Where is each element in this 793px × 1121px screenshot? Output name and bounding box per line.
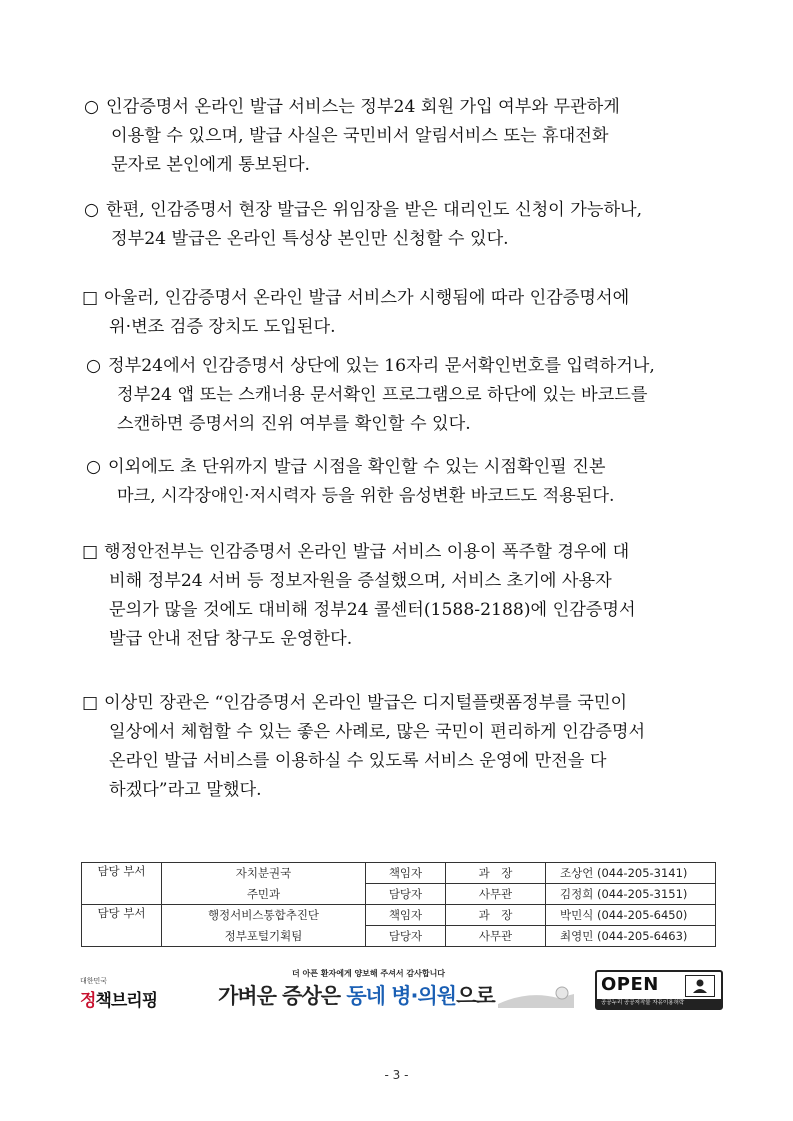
text-line: 이용할 수 있으며, 발급 사실은 국민비서 알림서비스 또는 휴대전화 — [111, 126, 609, 146]
text-line: 마크, 시각장애인·저시력자 등을 위한 음성변환 바코드도 적용된다. — [117, 486, 615, 506]
dept-cell: 자치분권국 — [162, 863, 366, 884]
text-line: 행정안전부는 인감증명서 온라인 발급 서비스 이용이 폭주할 경우에 대 — [104, 542, 630, 562]
brand-text: 책브리핑 — [95, 991, 158, 1011]
paragraph-minister-quote — [82, 689, 722, 805]
text-line: 위·변조 검증 장치도 도입된다. — [109, 317, 336, 337]
square-bullet: □ — [82, 542, 99, 562]
text-line: 비해 정부24 서버 등 정보자원을 증설했으며, 서비스 초기에 사용자 — [109, 571, 612, 591]
contact-person-cell: 김정희 (044-205-3151) — [546, 884, 716, 905]
text-line: 정부24 앱 또는 스캐너용 문서확인 프로그램으로 하단에 있는 바코드를 — [117, 385, 648, 405]
table-row — [82, 863, 716, 884]
license-strip-text: 공공누리 공공저작물 자유이용허락 — [597, 999, 721, 1008]
text-line: 아울러, 인감증명서 온라인 발급 서비스가 시행됨에 따라 인감증명서에 — [104, 288, 630, 308]
brand-small-text: 대한민국 — [80, 977, 108, 985]
circle-bullet: ○ — [84, 97, 99, 117]
page-number: - 3 - — [384, 1068, 409, 1082]
text-line: 문의가 많을 것에도 대비해 정부24 콜센터(1588-2188)에 인감증명서 — [109, 600, 636, 620]
square-bullet: □ — [82, 693, 99, 713]
dept-cell: 행정서비스통합추진단 — [162, 905, 366, 926]
role-cell: 책임자 — [366, 863, 446, 884]
text-line: 정부24 발급은 온라인 특성상 본인만 신청할 수 있다. — [111, 229, 509, 249]
text-line: 하겠다”라고 말했다. — [109, 780, 262, 800]
text-line: 스캔하면 증명서의 진위 여부를 확인할 수 있다. — [117, 414, 471, 434]
campaign-banner — [218, 968, 568, 1010]
campaign-tagline: 더 아픈 환자에게 양보해 주셔서 감사합니다 — [292, 969, 446, 978]
text-line: 한편, 인감증명서 현장 발급은 위임장을 받은 대리인도 신청이 가능하나, — [106, 200, 643, 220]
policy-briefing-logo — [80, 976, 157, 1011]
campaign-text: 가벼운 증상은 — [218, 984, 347, 1008]
dept-cell: 주민과 — [162, 884, 366, 905]
paragraph-forgery-verification — [82, 284, 722, 342]
circle-bullet: ○ — [86, 356, 101, 376]
table-row — [82, 926, 716, 947]
paragraph-online-issuance-notice — [84, 93, 724, 180]
dept-cell: 정부포털기획팀 — [162, 926, 366, 947]
paragraph-timestamp-mark — [86, 453, 726, 511]
square-bullet: □ — [82, 288, 99, 308]
brand-accent-text: 정 — [80, 991, 96, 1011]
paragraph-proxy-application — [84, 196, 724, 254]
role-cell: 책임자 — [366, 905, 446, 926]
circle-bullet: ○ — [84, 200, 99, 220]
role-cell: 담당자 — [366, 884, 446, 905]
role-cell: 담당자 — [366, 926, 446, 947]
table-row — [82, 905, 716, 926]
circle-bullet: ○ — [86, 457, 101, 477]
text-line: 발급 안내 전담 창구도 운영한다. — [109, 629, 353, 649]
text-line: 일상에서 체험할 수 있는 좋은 사례로, 많은 국민이 편리하게 인감증명서 — [109, 722, 646, 742]
title-cell: 사무관 — [446, 926, 546, 947]
table-row — [82, 884, 716, 905]
swoosh-graphic-icon — [498, 984, 574, 1008]
footer-banner — [80, 968, 720, 1010]
text-line: 온라인 발급 서비스를 이용하실 수 있도록 서비스 운영에 만전을 다 — [109, 751, 607, 771]
contact-person-cell: 박민식 (044-205-6450) — [546, 905, 716, 926]
contact-person-cell: 조상언 (044-205-3141) — [546, 863, 716, 884]
paragraph-document-number-check — [86, 352, 726, 439]
text-line: 이외에도 초 단위까지 발급 시점을 확인할 수 있는 시점확인필 진본 — [108, 457, 606, 477]
campaign-text-end: 으로 — [456, 984, 495, 1008]
title-cell: 사무관 — [446, 884, 546, 905]
campaign-highlight: 동네 병·의원 — [346, 984, 457, 1008]
contact-table — [81, 862, 716, 947]
contact-person-cell: 최영민 (044-205-6463) — [546, 926, 716, 947]
title-cell: 과 장 — [446, 863, 546, 884]
text-line: 정부24에서 인감증명서 상단에 있는 16자리 문서확인번호를 입력하거나, — [108, 356, 655, 376]
text-line: 문자로 본인에게 통보된다. — [111, 155, 311, 175]
text-line: 이상민 장관은 “인감증명서 온라인 발급은 디지털플랫폼정부를 국민이 — [104, 693, 628, 713]
title-cell: 과 장 — [446, 905, 546, 926]
text-line: 인감증명서 온라인 발급 서비스는 정부24 회원 가입 여부와 무관하게 — [106, 97, 620, 117]
kogl-open-license-badge — [595, 970, 723, 1010]
dept-label-cell: 담당 부서 — [82, 863, 162, 905]
paragraph-server-expansion — [82, 538, 722, 654]
license-type-icon — [685, 975, 715, 997]
open-license-word: OPEN — [601, 974, 659, 995]
dept-label-cell: 담당 부서 — [82, 905, 162, 947]
